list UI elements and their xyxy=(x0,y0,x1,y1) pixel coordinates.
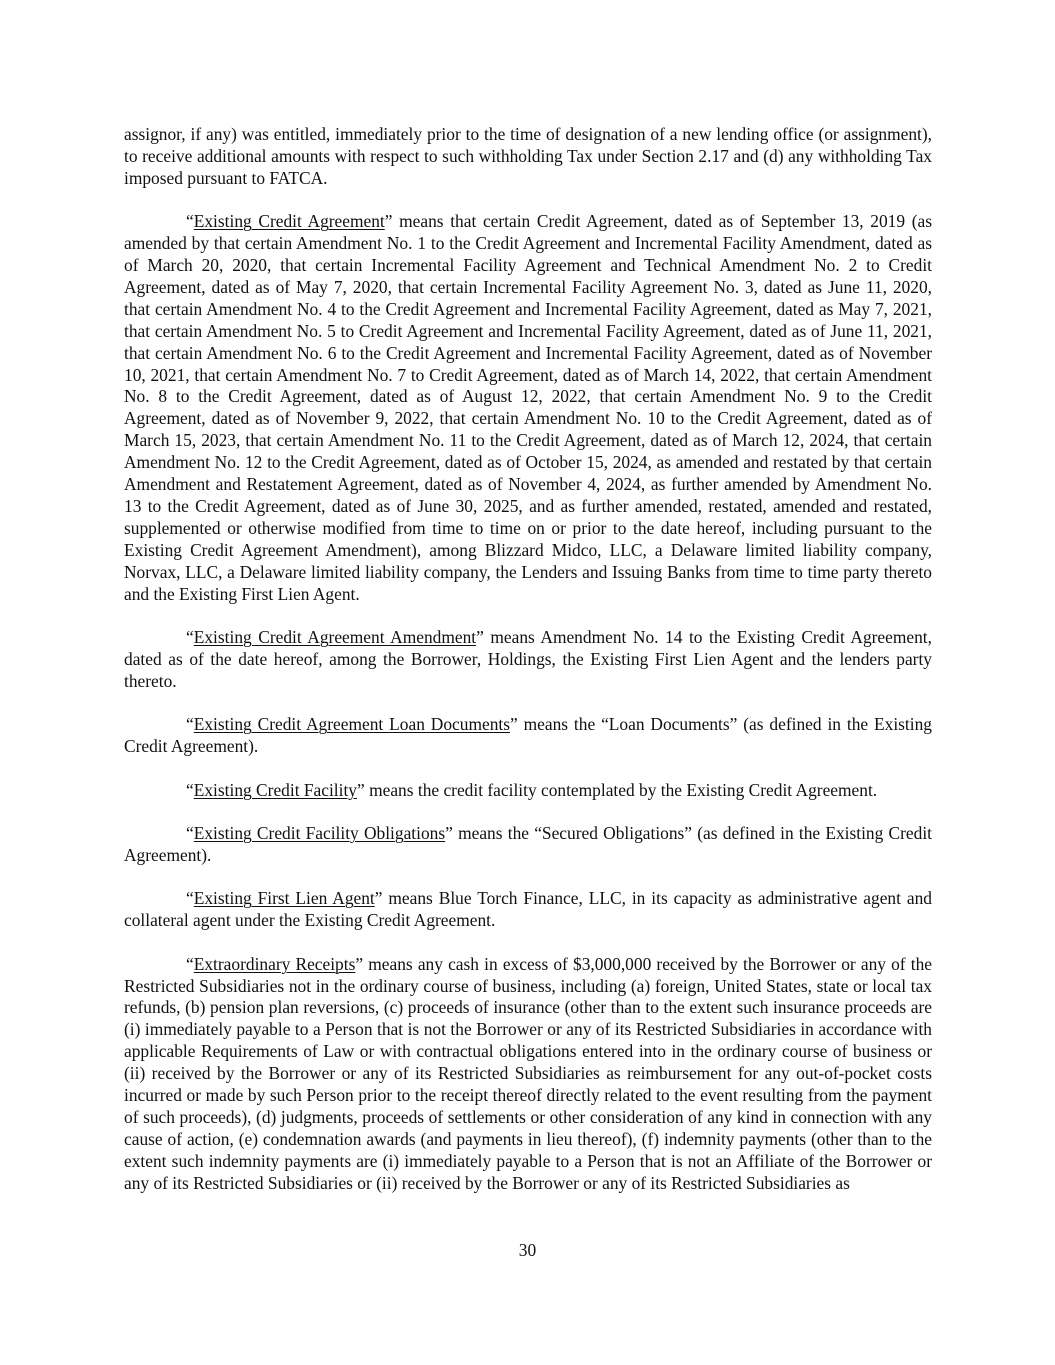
open-quote: “ xyxy=(186,953,194,974)
definition-existing-credit-agreement xyxy=(124,211,932,605)
open-quote: “ xyxy=(186,714,194,735)
defined-term: Existing Credit Agreement xyxy=(193,211,385,232)
defined-term: Existing Credit Facility Obligations xyxy=(193,822,446,843)
page-number: 30 xyxy=(518,1240,537,1260)
open-quote: “ xyxy=(186,822,194,843)
definition-body: ” means Amendment No. 14 to the Existing Credit Agreement, dated as of the date hereof, among the Borrower, Holdings, the Existing First Lien Agent and the lenders party thereto. xyxy=(124,627,932,691)
definition-existing-credit-agreement-amendment xyxy=(124,627,932,693)
definition-body: ” means that certain Credit Agreement, dated as of September 13, 2019 (as amended by that certain Amendment No. 1 to the Credit Agreement and Incremental Facility Amendment, dated as of March 20, 2020, that certain Incremental Facility Agreement and Technical Amendment No. 2 to Credit Agreement, dated as of May 7, 2020, that certain Incremental Facility Agreement No. 3, dated as June 11, 2020, that certain Amendment No. 4 to the Credit Agreement and Incremental Facility Agreement, dated as May 7, 2021, that certain Amendment No. 5 to Credit Agreement and Incremental Facility Agreement, dated as of June 11, 2021, that certain Amendment No. 6 to the Credit Agreement and Incremental Facility Agreement, dated as of November 10, 2021, that certain Amendment No. 7 to Credit Agreement, dated as of March 14, 2022, that certain Amendment No. 8 to the Credit Agreement, dated as of August 12, 2022, that certain Amendment No. 9 to the Credit Agreement, dated as of November 9, 2022, that certain Amendment No. 10 to the Credit Agreement, dated as of March 15, 2023, that certain Amendment No. 11 to the Credit Agreement, dated as of March 12, 2024, that certain Amendment No. 12 to the Credit Agreement, dated as of October 15, 2024, as amended and restated by that certain Amendment and Restatement Agreement, dated as of November 4, 2024, as further amended by Amendment No. 13 to the Credit Agreement, dated as of June 30, 2025, and as further amended, restated, amended and restated, supplemented or otherwise modified from time to time on or prior to the date hereof, including pursuant to the Existing Credit Agreement Amendment), among Blizzard Midco, LLC, a Delaware limited liability company, Norvax, LLC, a Delaware limited liability company, the Lenders and Issuing Banks from time to time party thereto and the Existing First Lien Agent. xyxy=(124,211,932,604)
definition-existing-credit-agreement-loan-documents xyxy=(124,714,932,758)
page-body xyxy=(124,124,932,1195)
definition-existing-first-lien-agent xyxy=(124,888,932,932)
definition-body: ” means the “Loan Documents” (as defined in the Existing Credit Agreement). xyxy=(124,714,932,757)
defined-term: Existing Credit Facility xyxy=(193,779,358,800)
definition-existing-credit-facility xyxy=(124,780,932,802)
definition-body: ” means any cash in excess of $3,000,000 received by the Borrower or any of the Restricted Subsidiaries not in the ordinary course of business, including (a) foreign, United States, state or local tax refunds, (b) pension plan reversions, (c) proceeds of insurance (other than to the extent such insurance proceeds are (i) immediately payable to a Person that is not the Borrower or any of its Restricted Subsidiaries in accordance with applicable Requirements of Law or with contractual obligations entered into in the ordinary course of business or (ii) received by the Borrower or any of its Restricted Subsidiaries as reimbursement for any out-of-pocket costs incurred or made by such Person prior to the receipt thereof directly related to the event resulting from the payment of such proceeds), (d) judgments, proceeds of settlements or other consideration of any kind in connection with any cause of action, (e) condemnation awards (and payments in lieu thereof), (f) indemnity payments (other than to the extent such indemnity payments are (i) immediately payable to a Person that is not an Affiliate of the Borrower or any of its Restricted Subsidiaries or (ii) received by the Borrower or any of its Restricted Subsidiaries as xyxy=(124,953,932,1193)
definition-body: ” means Blue Torch Finance, LLC, in its capacity as administrative agent and collateral agent under the Existing Credit Agreement. xyxy=(124,888,932,931)
definition-existing-credit-facility-obligations xyxy=(124,823,932,867)
defined-term: Extraordinary Receipts xyxy=(193,953,356,974)
open-quote: “ xyxy=(186,779,194,800)
open-quote: “ xyxy=(186,627,194,648)
continuation-paragraph: assignor, if any) was entitled, immediately prior to the time of designation of a new lending office (or assignment), to receive additional amounts with respect to such withholding Tax under Section 2.17 and (d) any withholding Tax imposed pursuant to FATCA. xyxy=(124,124,932,188)
open-quote: “ xyxy=(186,888,194,909)
definition-body: ” means the credit facility contemplated by the Existing Credit Agreement. xyxy=(357,779,878,800)
defined-term: Existing First Lien Agent xyxy=(193,888,375,909)
definition-extraordinary-receipts xyxy=(124,954,932,1195)
defined-term: Existing Credit Agreement Amendment xyxy=(193,627,477,648)
open-quote: “ xyxy=(186,211,194,232)
definition-body: ” means the “Secured Obligations” (as defined in the Existing Credit Agreement). xyxy=(124,822,932,865)
defined-term: Existing Credit Agreement Loan Documents xyxy=(193,714,510,735)
